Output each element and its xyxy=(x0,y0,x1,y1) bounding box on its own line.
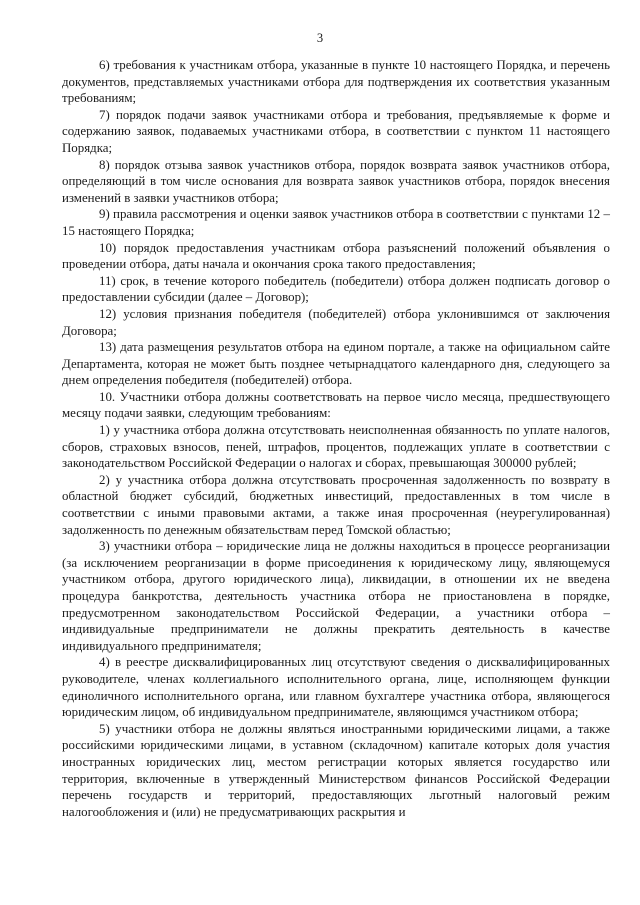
requirement-item-4: 4) в реестре дисквалифицированных лиц отсутствуют сведения о дисквалифицированных руководителе, членах коллегиального исполнительного органа, лице, исполняющем функции единоличного исполнительного органа, или главном бухгалтере участника отбора, являющегося юридическим лицом, об индивидуальном предпринимателе, являющимся участником отбора; xyxy=(62,655,610,720)
requirement-item-2: 2) у участника отбора должна отсутствовать просроченная задолженность по возврату в областной бюджет субсидий, бюджетных инвестиций, предоставленных в том числе в соответствии с иными правовыми актами, а также иная просроченная (неурегулированная) задолженность по денежным обязательствам перед Томской областью; xyxy=(62,472,610,537)
requirement-item-3: 3) участники отбора – юридические лица не должны находиться в процессе реорганизации (за исключением реорганизации в форме присоединения к юридическому лицу, являющемуся участником отбора, другого юридического лица), ликвидации, в отношении их не введена процедура банкротства, деятельность участника отбора не приостановлена в порядке, предусмотренном законодательством Российской Федерации, а участники отбора – индивидуальные предприниматели не должны прекратить деятельность в качестве индивидуального предпринимателя; xyxy=(62,539,610,653)
paragraph-item-11: 11) срок, в течение которого победитель (победители) отбора должен подписать договор о предоставлении субсидии (далее – Договор); xyxy=(62,273,610,305)
paragraph-item-10: 10) порядок предоставления участникам отбора разъяснений положений объявления о проведении отбора, даты начала и окончания срока такого предоставления; xyxy=(62,240,610,272)
paragraph-item-8: 8) порядок отзыва заявок участников отбора, порядок возврата заявок участников отбора, определяющий в том числе основания для возврата заявок участников отбора, порядок внесения изменений в заявки участников отбора; xyxy=(62,157,610,205)
paragraph-item-9: 9) правила рассмотрения и оценки заявок участников отбора в соответствии с пунктами 12 – 15 настоящего Порядка; xyxy=(62,207,610,238)
document-body xyxy=(62,57,610,820)
paragraph-item-13: 13) дата размещения результатов отбора на едином портале, а также на официальном сайте Департамента, которая не может быть позднее четырнадцатого календарного дня, следующего за днем определения победителя (победителей) отбора. xyxy=(62,340,610,388)
page-number: 3 xyxy=(316,31,324,45)
paragraph-item-6: 6) требования к участникам отбора, указанные в пункте 10 настоящего Порядка, и перечень документов, представляемых участниками отбора для подтверждения их соответствия указанным требованиям; xyxy=(62,58,610,106)
requirement-item-5: 5) участники отбора не должны являться иностранными юридическими лицами, а также российскими юридическими лицами, в уставном (складочном) капитале которых доля участия иностранных юридических лиц, местом регистрации которых является государство или территория, включенные в утвержденный Министерством финансов Российской Федерации перечень государств и территорий, предоставляющих льготный налоговый режим налогообложения и (или) не предусматривающих раскрытия и xyxy=(62,721,610,819)
section-10-intro: 10. Участники отбора должны соответствовать на первое число месяца, предшествующего месяцу подачи заявки, следующим требованиям: xyxy=(62,389,610,421)
requirement-item-1: 1) у участника отбора должна отсутствовать неисполненная обязанность по уплате налогов, сборов, страховых взносов, пеней, штрафов, процентов, подлежащих уплате в соответствии с законодательством Российской Федерации о налогах и сборах, превышающая 300000 рублей; xyxy=(62,423,610,471)
paragraph-item-7: 7) порядок подачи заявок участниками отбора и требования, предъявляемые к форме и содержанию заявок, подаваемых участниками отбора, в соответствии с пунктом 11 настоящего Порядка; xyxy=(62,107,610,155)
paragraph-item-12: 12) условия признания победителя (победителей) отбора уклонившимся от заключения Договора; xyxy=(62,306,610,338)
